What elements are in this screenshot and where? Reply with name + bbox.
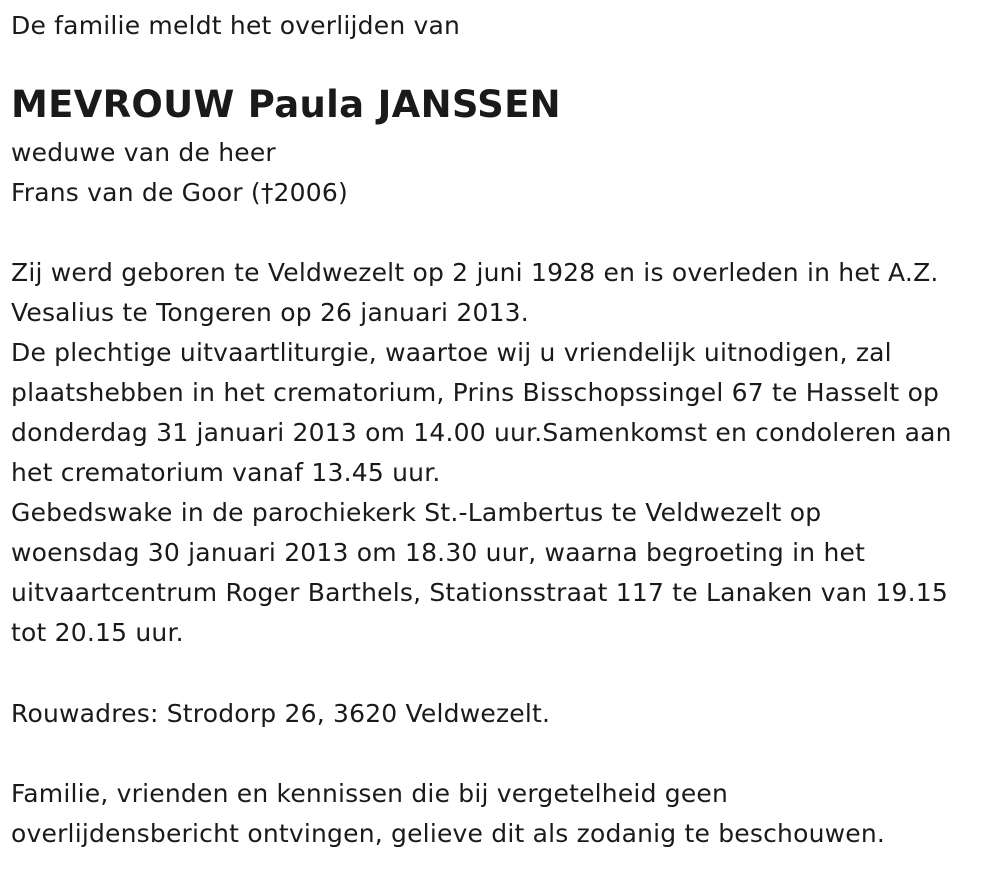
closing-line: overlijdensbericht ontvingen, gelieve dit als zodanig te beschouwen. bbox=[11, 819, 886, 848]
details-line: donderdag 31 januari 2013 om 14.00 uur.Samenkomst en condoleren aan bbox=[11, 418, 952, 447]
details-line: Gebedswake in de parochiekerk St.-Lambertus te Veldwezelt op bbox=[11, 498, 822, 527]
husband-death-year: 2006) bbox=[273, 178, 348, 207]
intro-text: De familie meldt het overlijden van bbox=[11, 11, 461, 40]
details-line: woensdag 30 januari 2013 om 18.30 uur, waarna begroeting in het bbox=[11, 538, 866, 567]
funeral-details bbox=[11, 253, 952, 653]
husband-line bbox=[11, 173, 348, 213]
details-line: uitvaartcentrum Roger Barthels, Stationsstraat 117 te Lanaken van 19.15 bbox=[11, 578, 949, 607]
details-line: Zij werd geboren te Veldwezelt op 2 juni 1928 en is overleden in het A.Z. bbox=[11, 258, 939, 287]
deceased-name: MEVROUW Paula JANSSEN bbox=[11, 83, 561, 126]
closing-line: Familie, vrienden en kennissen die bij vergetelheid geen bbox=[11, 779, 729, 808]
widow-line: weduwe van de heer bbox=[11, 138, 276, 167]
address-line: Rouwadres: Strodorp 26, 3620 Veldwezelt. bbox=[11, 699, 551, 728]
closing-note bbox=[11, 774, 885, 854]
widow-block bbox=[11, 133, 348, 213]
mourning-address bbox=[11, 694, 550, 734]
details-line: plaatshebben in het crematorium, Prins Bisschopssingel 67 te Hasselt op bbox=[11, 378, 940, 407]
details-line: De plechtige uitvaartliturgie, waartoe wij u vriendelijk uitnodigen, zal bbox=[11, 338, 892, 367]
details-line: het crematorium vanaf 13.45 uur. bbox=[11, 458, 441, 487]
details-line: Vesalius te Tongeren op 26 januari 2013. bbox=[11, 298, 529, 327]
details-line: tot 20.15 uur. bbox=[11, 618, 184, 647]
husband-name: Frans van de Goor ( bbox=[11, 178, 261, 207]
cross-icon: † bbox=[260, 178, 274, 207]
